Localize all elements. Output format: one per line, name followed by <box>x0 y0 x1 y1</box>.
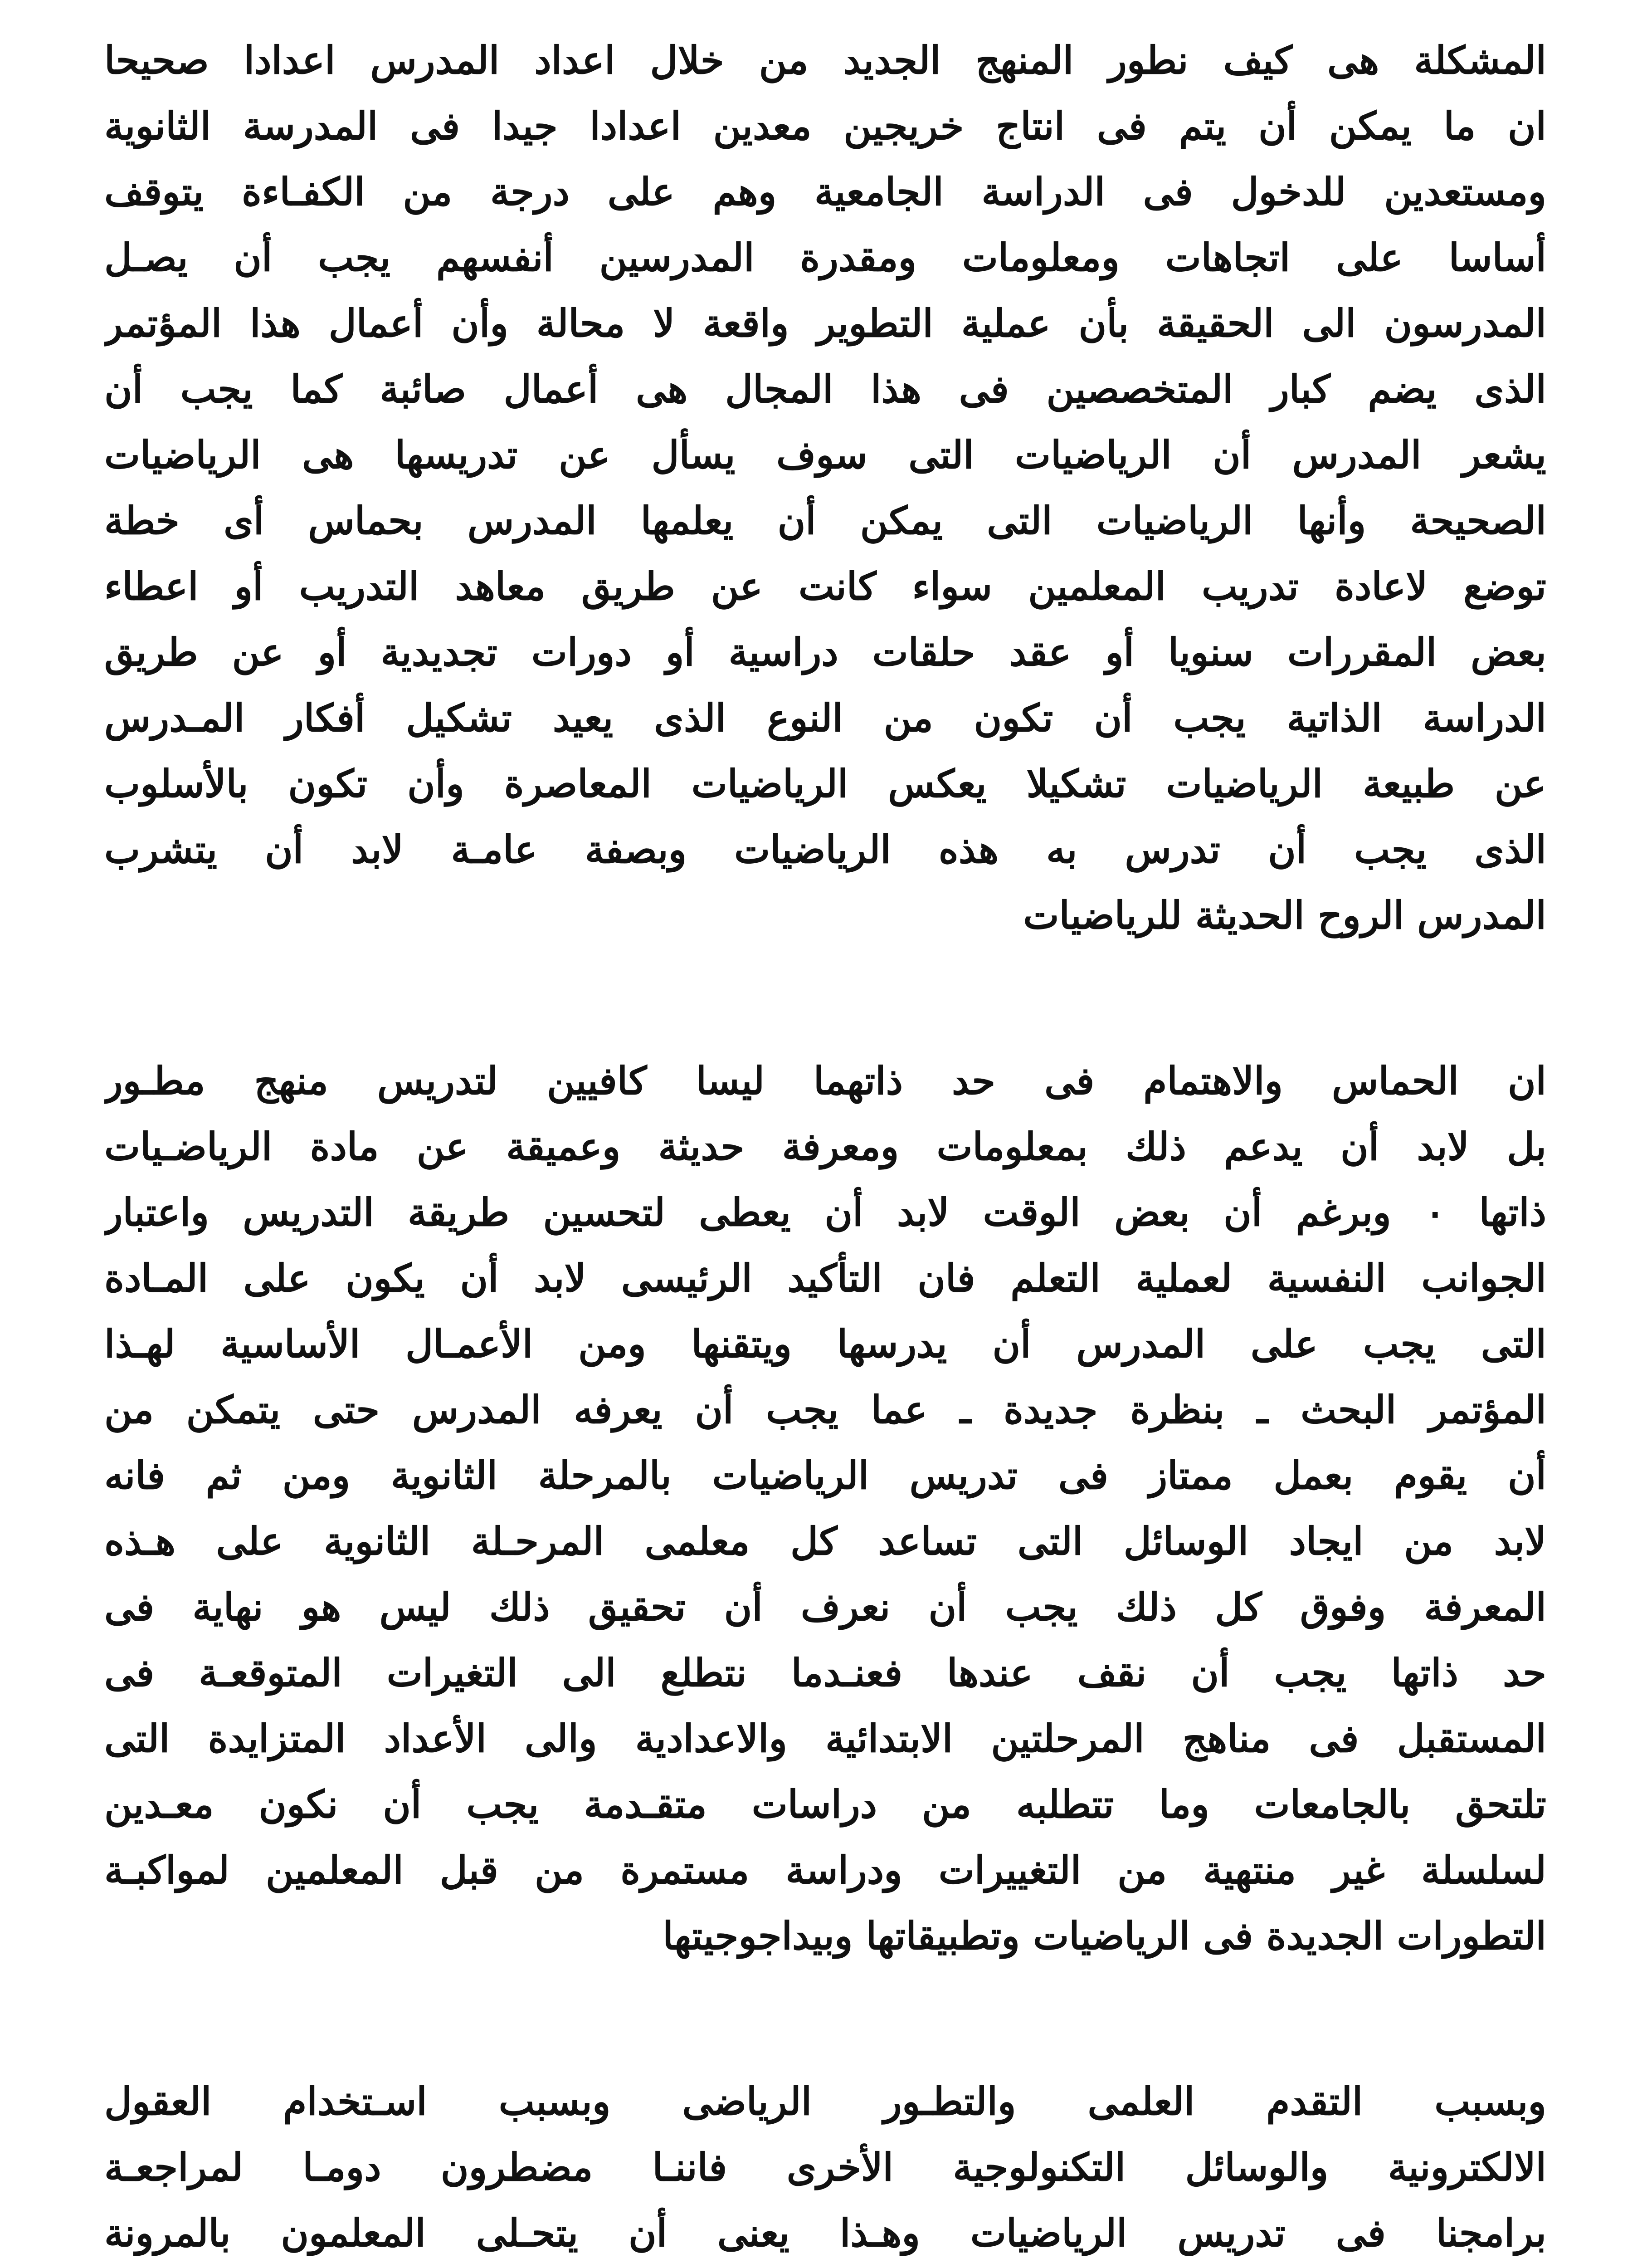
text-line: برامجنا فى تدريس الرياضيات وهـذا يعنى أن يتحـلى المعلمون بالمرونة <box>104 2210 1546 2255</box>
text-line: بل لابد أن يدعم ذلك بمعلومات ومعرفة حديثة وعميقة عن مادة الرياضـيات <box>104 1124 1546 1169</box>
text-line: ذاتها ٠ وبرغم أن بعض الوقت لابد أن يعطى لتحسين طريقة التدريس واعتبار <box>104 1190 1546 1235</box>
text-line: الجوانب النفسية لعملية التعلم فان التأكيد الرئيسى لابد أن يكون على المـادة <box>104 1256 1546 1300</box>
text-line: المعرفة وفوق كل ذلك يجب أن نعرف أن تحقيق ذلك ليس هو نهاية فى <box>104 1584 1546 1629</box>
text-line: المدرسون الى الحقيقة بأن عملية التطوير واقعة لا محالة وأن أعمال هذا المؤتمر <box>104 301 1546 346</box>
text-line: الالكترونية والوسائل التكنولوجية الأخرى فاننـا مضطرون دومـا لمراجعـة <box>104 2145 1546 2190</box>
text-line: ومستعدين للدخول فى الدراسة الجامعية وهم على درجة من الكفـاءة يتوقف <box>104 169 1546 214</box>
text-line: المدرس الروح الحديثة للرياضيات <box>1023 893 1546 938</box>
text-line: ان ما يمكن أن يتم فى انتاج خريجين معدين اعدادا جيدا فى المدرسة الثانوية <box>104 103 1546 148</box>
text-line: حد ذاتها يجب أن نقف عندها فعنـدما نتطلع الى التغيرات المتوقعـة فى <box>104 1650 1546 1695</box>
text-line: الذى يجب أن تدرس به هذه الرياضيات وبصفة عامـة لابد أن يتشرب <box>104 827 1546 872</box>
paragraph-spacer <box>104 1969 1546 2068</box>
text-line: وبسبب التقدم العلمى والتطـور الرياضى وبسبب اسـتخدام العقول <box>104 2079 1546 2124</box>
text-line: الذى يضم كبار المتخصصين فى هذا المجال هى أعمال صائبة كما يجب أن <box>104 367 1546 411</box>
text-line: يشعر المدرس أن الرياضيات التى سوف يسأل عن تدريسها هى الرياضيات <box>104 432 1546 477</box>
text-line: المستقبل فى مناهج المرحلتين الابتدائية والاعدادية والى الأعداد المتزايدة التى <box>104 1716 1546 1761</box>
text-line: التى يجب على المدرس أن يدرسها ويتقنها ومن الأعمـال الأساسية لهـذا <box>104 1321 1546 1366</box>
text-line: تلتحق بالجامعات وما تتطلبه من دراسات متقـدمة يجب أن نكون معـدين <box>104 1782 1546 1827</box>
paragraph-teacher-preparation <box>104 27 1546 948</box>
document-page <box>104 27 1546 2268</box>
text-line: توضع لاعادة تدريب المعلمين سواء كانت عن طريق معاهد التدريب أو اعطاء <box>104 564 1546 609</box>
text-line: عن طبيعة الرياضيات تشكيلا يعكس الرياضيات المعاصرة وأن تكون بالأسلوب <box>104 761 1546 806</box>
text-line: المشكلة هى كيف نطور المنهج الجديد من خلال اعداد المدرس اعدادا صحيحا <box>104 38 1546 83</box>
text-line: لابد من ايجاد الوسائل التى تساعد كل معلمى المرحـلة الثانوية على هـذه <box>104 1519 1546 1564</box>
text-line: التطورات الجديدة فى الرياضيات وتطبيقاتها وبيداجوجيتها <box>663 1913 1546 1958</box>
text-line: المؤتمر البحث ـ بنظرة جديدة ـ عما يجب أن يعرفه المدرس حتى يتمكن من <box>104 1387 1546 1432</box>
text-line: بعض المقررات سنويا أو عقد حلقات دراسية أو دورات تجديدية أو عن طريق <box>104 630 1546 675</box>
text-line <box>104 2266 1546 2268</box>
text-line: ان الحماس والاهتمام فى حد ذاتهما ليسا كافيين لتدريس منهج مطـور <box>104 1058 1546 1103</box>
text-line: الدراسة الذاتية يجب أن تكون من النوع الذى يعيد تشكيل أفكار المـدرس <box>104 695 1546 740</box>
text-line: أن يقوم بعمل ممتاز فى تدريس الرياضيات بالمرحلة الثانوية ومن ثم فانه <box>104 1453 1546 1498</box>
paragraph-enthusiasm-knowledge <box>104 1048 1546 1969</box>
paragraph-spacer <box>104 948 1546 1048</box>
paragraph-scientific-progress <box>104 2068 1546 2268</box>
text-line: الصحيحة وأنها الرياضيات التى يمكن أن يعلمها المدرس بحماس أى خطة <box>104 498 1546 543</box>
text-line: أساسا على اتجاهات ومعلومات ومقدرة المدرسين أنفسهم يجب أن يصـل <box>104 235 1546 280</box>
text-line: لسلسلة غير منتهية من التغييرات ودراسة مستمرة من قبل المعلمين لمواكبـة <box>104 1848 1546 1892</box>
